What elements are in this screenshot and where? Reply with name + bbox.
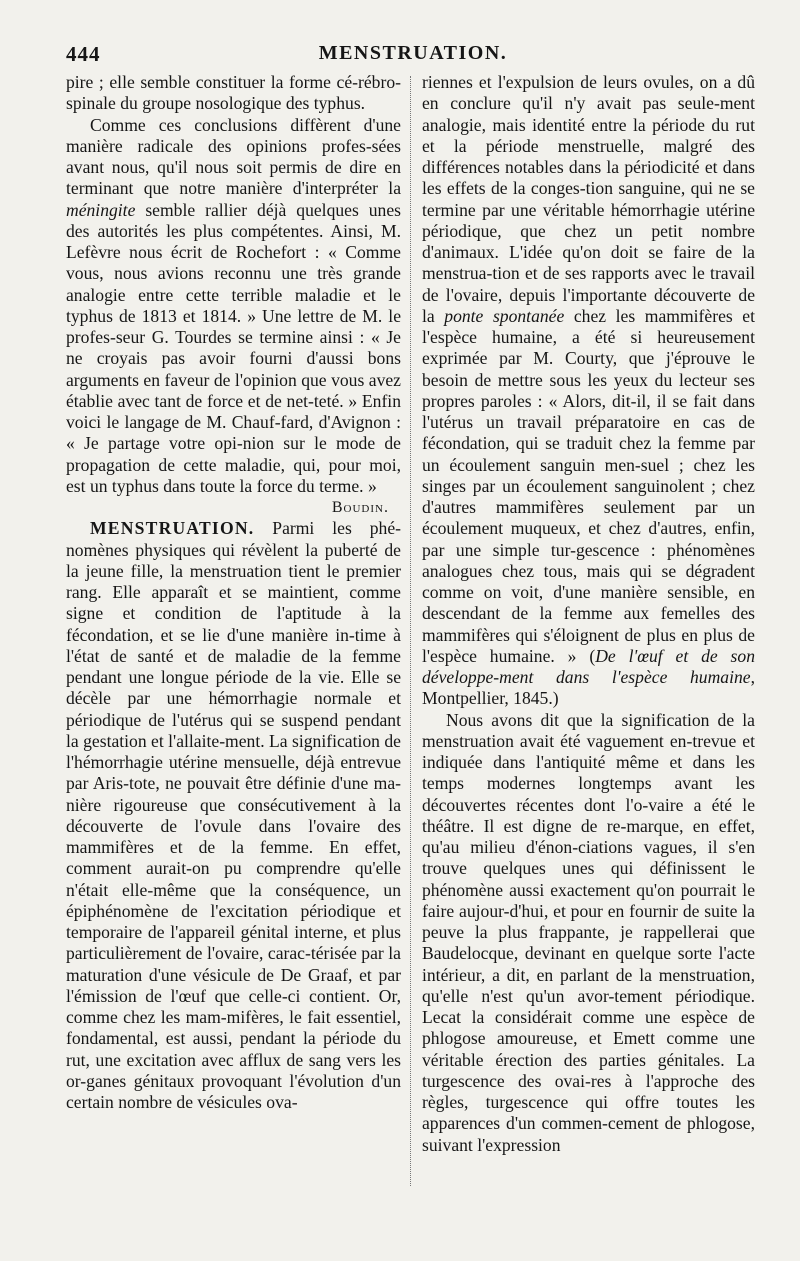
right-column xyxy=(422,72,755,1156)
paragraph xyxy=(66,115,401,498)
paragraph xyxy=(422,72,755,710)
running-title: MENSTRUATION. xyxy=(318,42,508,64)
paragraph: pire ; elle semble constituer la forme cé-rébro-spinale du groupe nosologique des typhus. xyxy=(66,72,401,114)
left-column xyxy=(66,72,401,1113)
entry-paragraph xyxy=(66,518,401,1113)
text-run: Comme ces conclusions diffèrent d'une manière radicale des opinions profes-sées avant nous, qu'il nous soit permis de dire en terminant que notre manière d'interpréter la xyxy=(66,114,401,199)
text-run: chez les mammifères et l'espèce humaine, a été si heureusement exprimée par M. Courty, que j'éprouve le besoin de mettre sous les yeux du lecteur ses propres paroles : « Alors, dit-il, il se fait dans l'utérus un travail préparatoire en cas de fécondation, qui se traduit chez la femme par un écoulement sanguin men-suel ; chez les singes par un écoulement sanguinolent ; chez d'autres mammifères seulement par un écoulement muqueux, et chez d'autres, enfin, par une simple tur-gescence : phénomènes analogues chez tous, mais qui se dégradent comme on voit, d'une manière sensible, en descendant de la femme aux femelles des mammifères qui s'éloignent de plus en plus de l'espèce humaine. » ( xyxy=(422,305,755,666)
column-divider xyxy=(410,76,411,1186)
author-signature: Boudin. xyxy=(331,499,389,516)
page-number: 444 xyxy=(66,42,101,66)
italic-citation: De l'œuf et de son développe-ment dans l'espèce humaine xyxy=(422,645,755,687)
text-run: , Montpellier, 1845.) xyxy=(422,667,755,709)
text-run: riennes et l'expulsion de leurs ovules, on a dû en conclure qu'il n'y avait pas seule-ment analogie, mais identité entre la période du rut et la période menstruelle, malgré des différences notables dans la périodicité et dans les effets de la conges-tion sanguine, qui ne se termine par une véritable hémorrhagie utérine périodique, que chez un petit nombre d'animaux. L'idée qu'on doit se faire de la menstrua-tion et de ses rapports avec le travail de l'ovaire, depuis l'importante découverte de la xyxy=(422,72,755,326)
italic-term: ponte spontanée xyxy=(444,305,565,326)
page-header xyxy=(66,42,760,72)
italic-term: méningite xyxy=(66,199,136,220)
text-run: semble rallier déjà quelques unes des autorités les plus compétentes. Ainsi, M. Lefèvre nous écrit de Rochefort : « Comme vous, nous avions reconnu une très grande analogie entre cette terrible maladie et le typhus de 1813 et 1814. » Une lettre de M. le profes-seur G. Tourdes se termine ainsi : « Je ne croyais pas avoir fourni d'aussi bons arguments en faveur de l'opinion que vous avez établie avec tant de force et de net-teté. » Enfin voici le langage de M. Chauf-fard, d'Avignon : « Je partage votre opi-nion sur le mode de propagation de cette maladie, qui, pour moi, est un typhus dans toute la force du terme. » xyxy=(66,199,401,496)
entry-headword: MENSTRUATION. xyxy=(90,518,255,539)
text-run: Parmi les phé-nomènes physiques qui révèlent la puberté de la jeune fille, la menstruation tient le premier rang. Elle apparaît et se maintient, comme signe et condition de l'aptitude à la fécondation, et se lie d'une manière in-time à l'état de santé et de maladie de la femme pendant une longue période de la vie. Elle se décèle par une hémorrhagie normale et périodique de l'utérus qui se suspend pendant la gestation et l'allaite-ment. La signification de l'hémorrhagie utérine mensuelle, déjà entrevue par Aris-tote, ne pouvait être définie d'une ma-nière rigoureuse que consécutivement à la découverte de l'ovule dans l'ovaire des mammifères et de la femme. En effet, comment aurait-on pu comprendre qu'elle n'était elle-même que la conséquence, un épiphénomène de l'excitation périodique et temporaire de l'appareil génital interne, et plus particulièrement de l'ovaire, carac-térisée par la maturation d'une vésicule de De Graaf, et par l'émission de l'œuf que celle-ci contient. Or, comme chez les mam-mifères, le fait essentiel, fondamental, est aussi, pendant la période du rut, une excitation avec afflux de sang vers les or-ganes génitaux provoquant l'évolution d'un certain nombre de vésicules ova- xyxy=(66,518,401,1112)
paragraph: Nous avons dit que la signification de la menstruation avait été vaguement en-trevue et indiquée dans l'antiquité même et dans les temps modernes longtemps avant les découvertes récentes dont l'o-vaire a été le théâtre. Il est digne de re-marque, en effet, qu'au milieu d'énon-ciations vagues, il s'en trouve quelques unes qui définissent le phénomène aussi exactement qu'on pourrait le faire aujour-d'hui, et pour en fournir de suite la peuve la plus frappante, je rappellerai que Baudelocque, devinant en quelque sorte l'acte intérieur, a dit, en parlant de la menstruation, qu'elle n'est qu'un avor-tement périodique. Lecat la considérait comme une espèce de phlogose amoureuse, et Emett comme une véritable érection des parties génitales. La turgescence des ovai-res à l'approche des règles, turgescence qui offre toutes les apparences d'un commen-cement de phlogose, suivant l'expression xyxy=(422,709,755,1155)
